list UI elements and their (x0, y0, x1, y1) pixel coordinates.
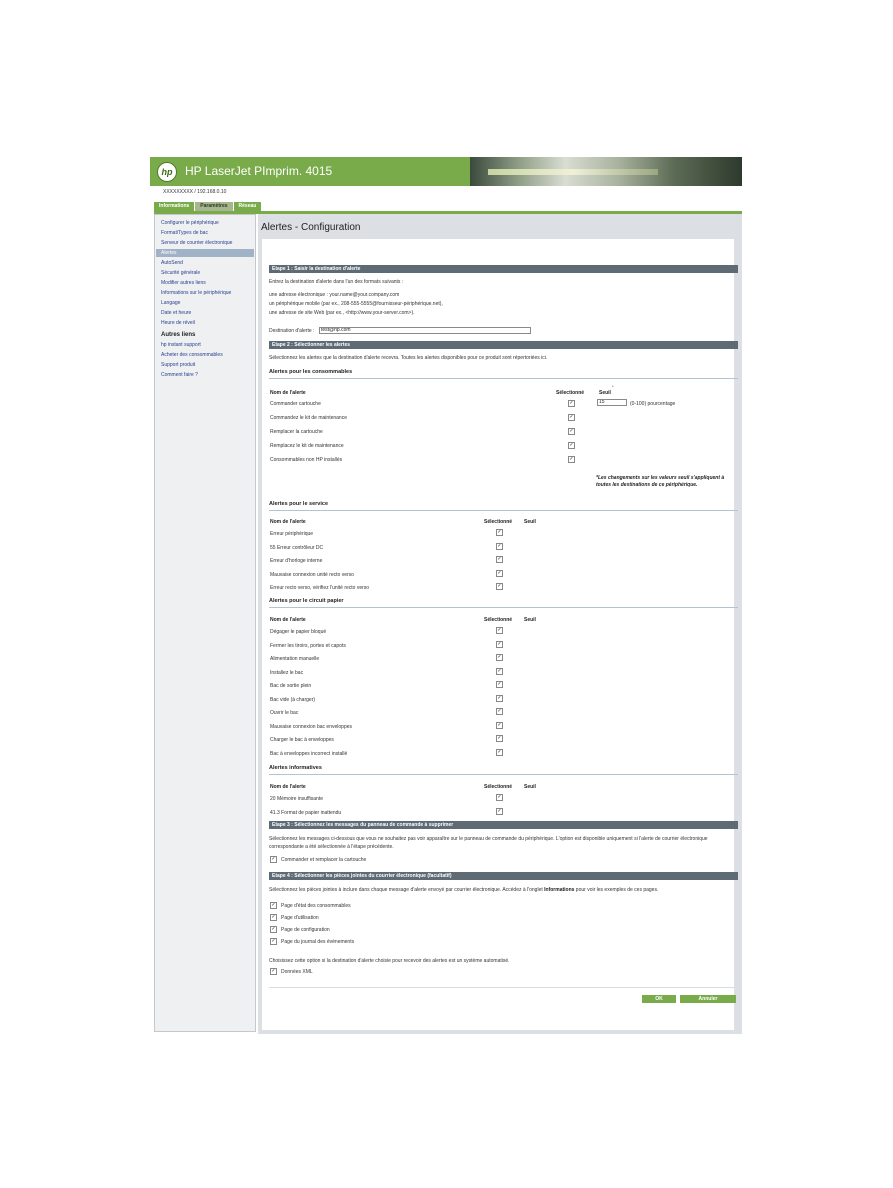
col-name: Nom de l'alerte (270, 784, 306, 790)
alert-checkbox[interactable]: ✓ (497, 681, 502, 687)
threshold-note: *Les changements sur les valeurs seuil s'appliquent à toutes les destinations de ce périphérique. (596, 475, 725, 488)
alert-label: Commandez le kit de maintenance (270, 415, 347, 421)
alert-checkbox[interactable]: ✓ (497, 708, 502, 714)
col-name: Nom de l'alerte (270, 519, 306, 525)
col-threshold: Seuil (524, 519, 536, 525)
alert-checkbox[interactable]: ✓ (569, 428, 574, 434)
xml-label: Données XML (281, 969, 313, 975)
step1-format-email: une adresse électronique : your.name@your.company.com (269, 292, 400, 298)
product-title: HP LaserJet PImprim. 4015 (185, 164, 333, 178)
step2-intro: Sélectionnez les alertes que la destination d'alerte recevra. Toutes les alertes disponibles pour ce produit sont répertoriées ici. (269, 355, 548, 361)
destination-input[interactable] (319, 327, 531, 334)
device-address: XXXXXXXXX / 192.168.0.10 (163, 189, 227, 195)
alert-checkbox[interactable]: ✓ (569, 414, 574, 420)
alert-checkbox[interactable]: ✓ (569, 400, 574, 406)
suppress-checkbox[interactable]: ✓ (271, 856, 276, 862)
alert-label: Installez le bac (270, 670, 304, 676)
alert-checkbox[interactable]: ✓ (569, 456, 574, 462)
alert-label: Erreur d'horloge interne (270, 558, 323, 564)
sidebar-item-securite[interactable]: Sécurité générale (161, 270, 201, 276)
page-title: Alertes - Configuration (261, 222, 361, 233)
alert-label: Ouvrir le bac (270, 710, 299, 716)
footer-rule (269, 987, 738, 988)
col-threshold: Seuil (599, 390, 611, 396)
dest-label: Destination d'alerte : (269, 328, 315, 334)
paper-heading: Alertes pour le circuit papier (269, 598, 344, 604)
attachment-label: Page d'utilisation (281, 915, 319, 921)
alert-checkbox[interactable]: ✓ (497, 794, 502, 800)
sidebar-item-informations-peripherique[interactable]: Informations sur le périphérique (161, 290, 232, 296)
sidebar-link-comment-faire[interactable]: Comment faire ? (161, 372, 198, 378)
col-threshold: Seuil (524, 784, 536, 790)
sidebar-item-langage[interactable]: Langage (161, 300, 181, 306)
step1-format-mobile: un périphérique mobile (par ex., 208-555-5555@fournisseur-périphérique.net), (269, 301, 443, 307)
alert-label: 20 Mémoire insuffisante (270, 796, 323, 802)
alert-checkbox[interactable]: ✓ (497, 695, 502, 701)
sidebar-item-format-types[interactable]: Format/Types de bac (161, 230, 208, 236)
sidebar-item-alertes[interactable]: Alertes (156, 249, 254, 257)
info-rule (269, 774, 738, 775)
sidebar (154, 214, 256, 1032)
alert-label: Charger le bac à enveloppes (270, 737, 334, 743)
alert-label: Erreur recto verso, vérifiez l'unité recto verso (270, 585, 370, 591)
consumables-heading: Alertes pour les consommables (269, 369, 353, 375)
alert-label: Bac de sortie plein (270, 683, 312, 689)
consumables-rule (269, 378, 738, 379)
step1-header: Etape 1 : Saisir la destination d'alerte (269, 265, 738, 273)
alert-label: Bac vide (à charger) (270, 697, 316, 703)
alert-checkbox[interactable]: ✓ (497, 570, 502, 576)
alert-checkbox[interactable]: ✓ (497, 529, 502, 535)
sidebar-link-support-produit[interactable]: Support produit (161, 362, 196, 368)
alert-checkbox[interactable]: ✓ (497, 543, 502, 549)
sidebar-item-date-heure[interactable]: Date et heure (161, 310, 192, 316)
sidebar-heading-autres-liens: Autres liens (161, 332, 196, 338)
info-heading: Alertes informatives (269, 765, 322, 771)
threshold-hint: (0-100) pourcentage (630, 401, 676, 407)
ok-button[interactable]: OK (642, 995, 676, 1003)
col-selected: Sélectionné (484, 617, 513, 623)
threshold-input[interactable] (597, 399, 627, 406)
step4-header: Etape 4 : Sélectionner les pièces jointes du courrier électronique (facultatif) (269, 872, 738, 880)
attachment-checkbox[interactable]: ✓ (271, 902, 276, 908)
browser-page (150, 157, 742, 1037)
service-heading: Alertes pour le service (269, 501, 329, 507)
xml-checkbox[interactable]: ✓ (271, 968, 276, 974)
step1-format-web: une adresse de site Web (par ex., <http://www.your-server.com>). (269, 310, 415, 316)
alert-label: Commander cartouche (270, 401, 321, 407)
step4-intro: Sélectionnez les pièces jointes à inclure dans chaque message d'alerte envoyé par courrier électronique. Accédez à l'onglet Informations pour voir les exemples de ces pages. (269, 887, 659, 893)
threshold-asterisk: * (612, 384, 614, 389)
alert-label: Mauvaise connexion unité recto verso (270, 572, 354, 578)
attachment-label: Page de configuration (281, 927, 330, 933)
alert-label: 41.3 Format de papier inattendu (270, 810, 342, 816)
header-photo (470, 157, 742, 186)
col-selected: Sélectionné (484, 784, 513, 790)
col-threshold: Seuil (524, 617, 536, 623)
alert-label: 55 Erreur contrôleur DC (270, 545, 324, 551)
sidebar-item-modifier-liens[interactable]: Modifier autres liens (161, 280, 206, 286)
sidebar-item-serveur-courrier[interactable]: Serveur de courrier électronique (161, 240, 233, 246)
alert-label: Consommables non HP installés (270, 457, 343, 463)
alert-checkbox[interactable]: ✓ (497, 808, 502, 814)
alert-checkbox[interactable]: ✓ (497, 583, 502, 589)
attachment-checkbox[interactable]: ✓ (271, 938, 276, 944)
sidebar-item-autosend[interactable]: AutoSend (161, 260, 183, 266)
attachment-checkbox[interactable]: ✓ (271, 914, 276, 920)
alert-label: Erreur périphérique (270, 531, 314, 537)
alert-checkbox[interactable]: ✓ (497, 627, 502, 633)
tab-informations[interactable]: Informations (154, 202, 194, 211)
alert-checkbox[interactable]: ✓ (497, 735, 502, 741)
col-name: Nom de l'alerte (270, 390, 306, 396)
tab-reseau[interactable]: Réseau (234, 202, 262, 211)
sidebar-item-heure-reveil[interactable]: Heure de réveil (161, 320, 195, 326)
alert-checkbox[interactable]: ✓ (497, 556, 502, 562)
suppress-label: Commander et remplacer la cartouche (281, 857, 367, 863)
sidebar-link-acheter[interactable]: Acheter des consommables (161, 352, 223, 358)
alert-checkbox[interactable]: ✓ (569, 442, 574, 448)
attachment-checkbox[interactable]: ✓ (271, 926, 276, 932)
cancel-button[interactable]: Annuler (680, 995, 736, 1003)
sidebar-link-instant-support[interactable]: hp instant support (161, 342, 201, 348)
alert-label: Alimentation manuelle (270, 656, 320, 662)
attachment-label: Page du journal des événements (281, 939, 355, 945)
step3-intro-line1: Sélectionnez les messages ci-dessous que vous ne souhaitez pas voir apparaître sur le panneau de commande du périphérique. L'option est disponible uniquement si l'alerte de courrier électronique (269, 836, 708, 842)
alert-label: Remplacer la cartouche (270, 429, 323, 435)
alert-checkbox[interactable]: ✓ (497, 641, 502, 647)
alert-label: Fermer les tiroirs, portes et capots (270, 643, 346, 649)
alert-label: Bac à enveloppes incorrect installé (270, 751, 348, 757)
col-selected: Sélectionné (484, 519, 513, 525)
xml-intro: Choisissez cette option si la destination d'alerte choisie pour recevoir des alertes est un système automatisé. (269, 958, 510, 964)
header-banner (150, 157, 742, 186)
step1-intro: Entrez la destination d'alerte dans l'un des formats suivants : (269, 279, 404, 285)
alert-label: Remplacez le kit de maintenance (270, 443, 344, 449)
step3-header: Etape 3 : Sélectionnez les messages du panneau de commande à supprimer (269, 821, 738, 829)
alert-label: Dégager le papier bloqué (270, 629, 327, 635)
alert-checkbox[interactable]: ✓ (497, 722, 502, 728)
main-panel (258, 214, 742, 1034)
sidebar-item-configurer[interactable]: Configurer le périphérique (161, 220, 219, 226)
alert-label: Mauvaise connexion bac enveloppes (270, 724, 352, 730)
col-name: Nom de l'alerte (270, 617, 306, 623)
service-rule (269, 510, 738, 511)
alert-checkbox[interactable]: ✓ (497, 668, 502, 674)
paper-rule (269, 607, 738, 608)
hp-logo: hp (157, 162, 177, 182)
tab-parametres[interactable]: Paramètres (195, 202, 232, 211)
step2-header: Etape 2 : Sélectionner les alertes (269, 341, 738, 349)
content-area (262, 239, 734, 1030)
col-selected: Sélectionné (556, 390, 585, 396)
step3-intro-line2: correspondante a été sélectionnée à l'étape précédente. (269, 844, 394, 850)
attachment-label: Page d'état des consommables (281, 903, 351, 909)
alert-checkbox[interactable]: ✓ (497, 654, 502, 660)
alert-checkbox[interactable]: ✓ (497, 749, 502, 755)
